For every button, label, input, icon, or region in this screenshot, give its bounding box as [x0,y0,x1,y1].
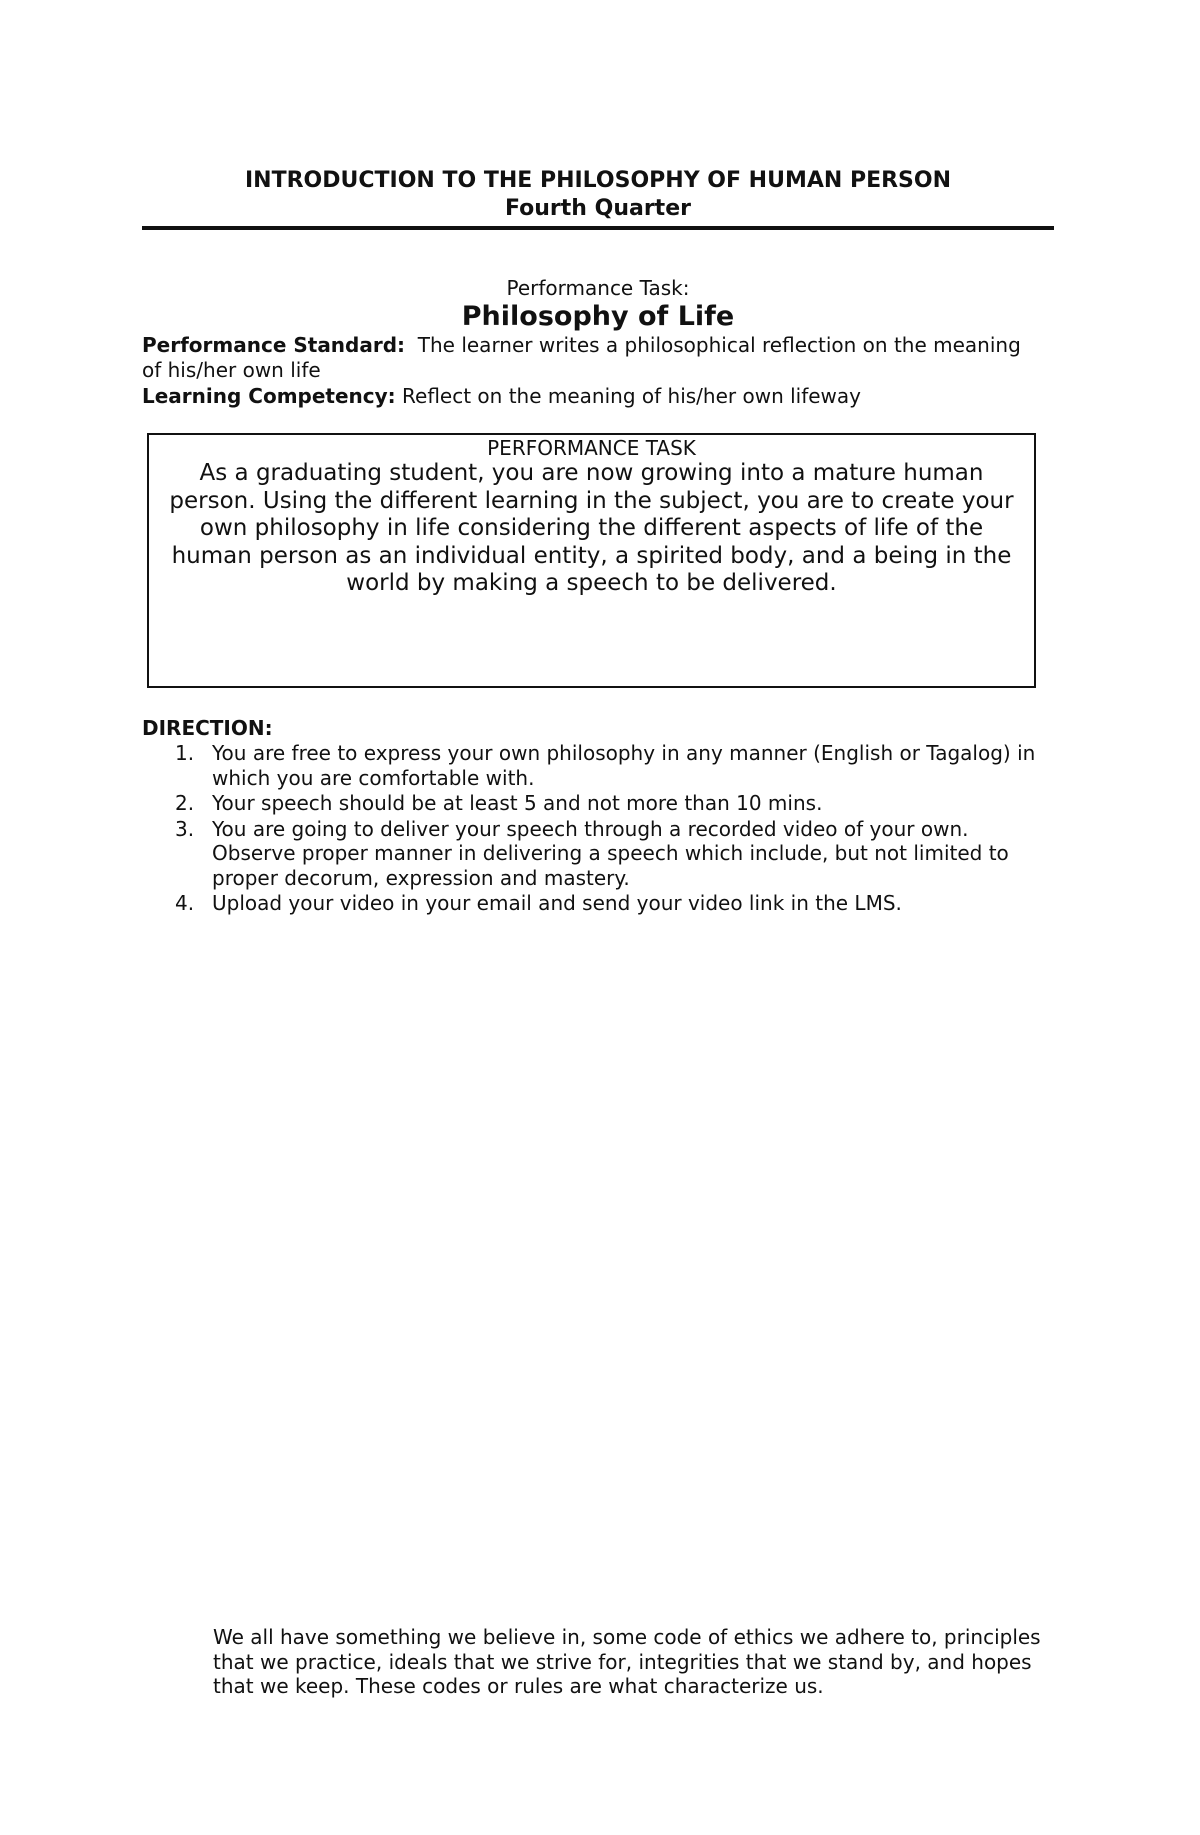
direction-item-number: 4. [175,891,195,915]
direction-item-text: Upload your video in your email and send your video link in the LMS. [212,891,902,915]
task-box-body: As a graduating student, you are now growing into a mature human person. Using the different learning in the subject, you are to create your own philosophy in life considering the different aspects of life of the human person as an individual entity, a spirited body, and a being in the world by making a speech to be delivered. [169,460,1014,596]
direction-item-number: 1. [175,741,195,765]
document-title: INTRODUCTION TO THE PHILOSOPHY OF HUMAN PERSON [245,168,951,193]
direction-item-number: 2. [175,791,195,815]
direction-item-text: You are going to deliver your speech through a recorded video of your own. Observe proper manner in delivering a speech which include, but not limited to proper decorum, expression and mastery. [212,816,1009,890]
direction-list [142,741,1052,917]
closing-paragraph: We all have something we believe in, some code of ethics we adhere to, principles that we practice, ideals that we strive for, integrities that we stand by, and hopes that we keep. These codes or rules are what characterize us. [213,1625,1041,1698]
performance-standard-label: Performance Standard: [142,333,406,357]
title-divider [142,226,1054,230]
direction-item-text: You are free to express your own philosophy in any manner (English or Tagalog) in which you are comfortable with. [212,741,1036,790]
performance-task-label: Performance Task: [506,276,690,300]
learning-competency [142,384,1022,408]
direction-item-text: Your speech should be at least 5 and not more than 10 mins. [212,791,823,815]
document-subtitle: Fourth Quarter [505,196,691,221]
task-box-heading: PERFORMANCE TASK [487,436,696,460]
task-heading: Philosophy of Life [461,301,735,332]
direction-item-number: 3. [175,816,195,841]
performance-standard [142,333,1022,382]
direction-item [142,741,1052,790]
performance-task-box [147,433,1036,688]
learning-competency-text: Reflect on the meaning of his/her own lifeway [402,384,862,408]
learning-competency-label: Learning Competency: [142,384,396,408]
direction-item [142,791,1052,816]
direction-item [142,891,1052,916]
direction-item [142,817,1052,891]
direction-heading: DIRECTION: [142,716,273,740]
performance-standard-text: The learner writes a philosophical reflection on the meaning of his/her own life [142,333,1021,382]
